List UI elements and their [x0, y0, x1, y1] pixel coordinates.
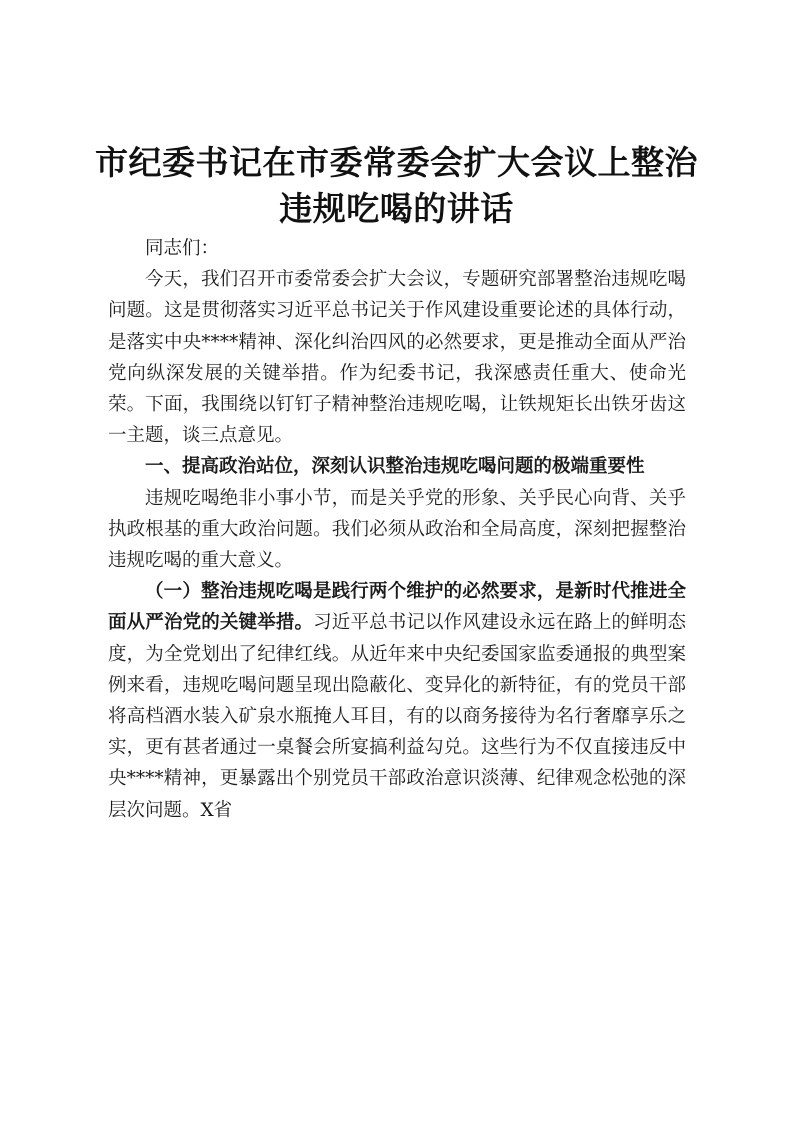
- section-1-paragraph: 违规吃喝绝非小事小节，而是关乎党的形象、关乎民心向背、关乎执政根基的重大政治问题。我们必须从政治和全局高度，深刻把握整治违规吃喝的重大意义。: [108, 487, 686, 572]
- section-heading-1: 一、提高政治站位，深刻认识整治违规吃喝问题的极端重要性: [145, 456, 645, 478]
- subsection-1-text: 习近平总书记以作风建设永远在路上的鲜明态度，为全党划出了纪律红线。从近年来中央纪委国家监委通报的典型案例来看，违规吃喝问题呈现出隐蔽化、变异化的新特征，有的党员干部将高档酒水装入矿泉水瓶掩人耳目，有的以商务接待为名行奢靡享乐之实，更有甚者通过一桌餐会所宴搞利益勾兑。这些行为不仅直接违反中央****精神，更暴露出个别党员干部政治意识淡薄、纪律观念松弛的深层次问题。X省: [108, 612, 686, 821]
- salutation: 同志们：: [145, 238, 220, 259]
- intro-paragraph: 今天，我们召开市委常委会扩大会议，专题研究部署整治违规吃喝问题。这是贯彻落实习近平总书记关于作风建设重要论述的具体行动，是落实中央****精神、深化纠治四风的必然要求，更是推动全面从严治党向纵深发展的关键举措。作为纪委书记，我深感责任重大、使命光荣。下面，我围绕以钉钉子精神整治违规吃喝，让铁规矩长出铁牙齿这一主题，谈三点意见。: [108, 269, 686, 447]
- document-body: [108, 233, 686, 826]
- document-title: 市纪委书记在市委常委会扩大会议上整治违规吃喝的讲话: [95, 143, 698, 228]
- subsection-heading-1: （一）整治违规吃喝是践行两个维护的必然要求，是新时代推进全面从严治党的关键举措。: [108, 581, 686, 634]
- subsection-1-paragraph: [108, 576, 686, 826]
